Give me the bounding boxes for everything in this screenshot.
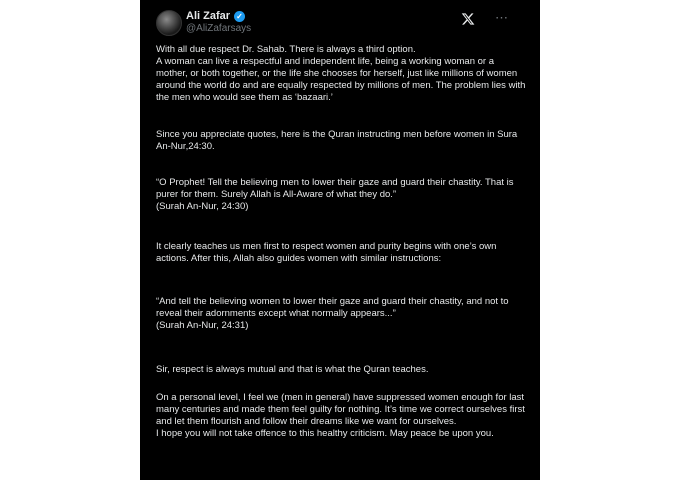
avatar[interactable]: [156, 10, 182, 36]
tweet-paragraph: “And tell the believing women to lower their gaze and guard their chastity, and not to reveal their adornments except what normally appears...” (Surah An-Nur, 24:31): [156, 296, 509, 332]
author-name[interactable]: Ali Zafar: [186, 10, 231, 22]
tweet-card: [140, 0, 540, 480]
author-name-row[interactable]: [186, 10, 245, 22]
tweet-paragraph: “O Prophet! Tell the believing men to lower their gaze and guard their chastity. That is purer for them. Surely Allah is All-Aware of what they do.” (Surah An-Nur, 24:30): [156, 177, 514, 213]
tweet-header: [140, 0, 540, 40]
tweet-paragraph: With all due respect Dr. Sahab. There is always a third option. A woman can live a respectful and independent life, being a working woman or a mother, or both together, or the life she chooses for herself, just like millions of women around the world do and are equally respected by millions of men. The problem lies with the men who would see them as ‘bazaari.’: [156, 44, 526, 104]
tweet-paragraph: Since you appreciate quotes, here is the Quran instructing men before women in Sura An-Nur,24:30.: [156, 129, 518, 153]
tweet-paragraph: Sir, respect is always mutual and that is what the Quran teaches.: [156, 364, 429, 375]
tweet-paragraph: It clearly teaches us men first to respect women and purity begins with one’s own actions. After this, Allah also guides women with similar instructions:: [156, 241, 497, 265]
author-handle[interactable]: @AliZafarsays: [186, 23, 252, 34]
verified-badge-icon: ✓: [234, 11, 245, 22]
tweet-paragraph: On a personal level, I feel we (men in general) have suppressed women enough for last many centuries and made them feel guilty for nothing. It’s time we correct ourselves first and let them flourish and follow their dreams like we want for ourselves. I hope you will not take offence to this healthy criticism. May peace be upon you.: [156, 392, 525, 440]
x-logo-icon: [461, 12, 475, 26]
more-options-icon[interactable]: ⋯: [495, 10, 509, 25]
